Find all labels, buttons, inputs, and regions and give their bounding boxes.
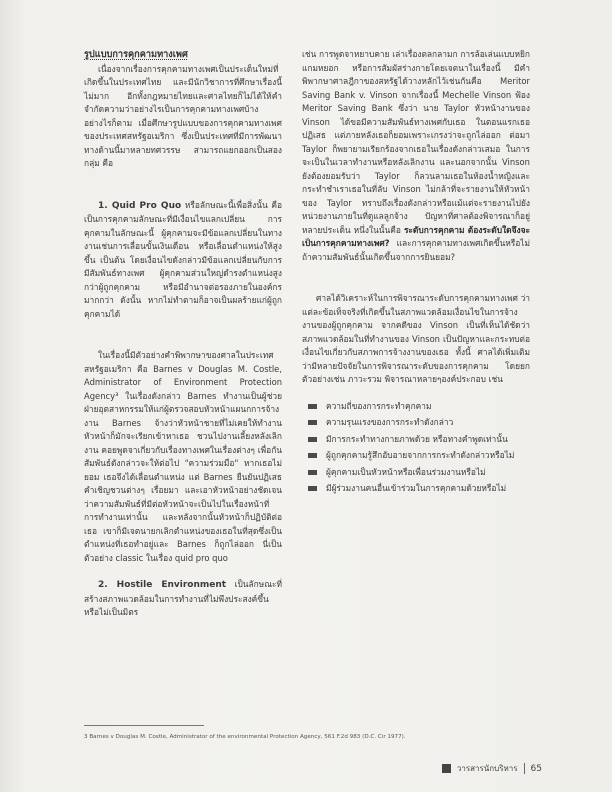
square-bullet-icon bbox=[308, 437, 317, 442]
criteria-paragraph: ศาลได้วิเคราะห์ในการพิจารณาระดับการคุกคามทางเพศ ว่าแต่ละข้อเท็จจริงที่เกิดขึ้นในสภาพแวดล้อมเงื่อนไขในการจ้างงานของผู้ถูกคุกคาม จากคดีของ Vinson เป็นที่เห็นได้ชัดว่าสภาพแวดล้อมในที่ทำงานของ Vinson เป็นปัญหาและกระทบต่อเงื่อนไขเกี่ยวกับสภาพการจ้างงานของเธอ ทั้งนี้ ศาลได้เพิ่มเติมว่ามีหลายปัจจัยในการพิจารณาระดับของการคุกคาม โดยยกตัวอย่างเช่น ภาวะรวม พิจารณาหลายๆองค์ประกอบ เช่น bbox=[302, 293, 530, 384]
item2-text: เป็นลักษณะที่สร้างสภาพแวดล้อมในการทำงานที่ไม่พึงประสงค์ขึ้นหรือไม่เป็นมิตร bbox=[84, 579, 282, 617]
running-title: วารสารนักบริหาร bbox=[456, 764, 518, 773]
item1-text: หรือลักษณะนี้เพื่อสิ่งนั้น คือ เป็นการคุกคามลักษณะที่มีเงื่อนไขแลกเปลี่ยน การคุกคามในลักษณะนี้ ผู้คุกคามจะมีข้อแลกเปลี่ยนในทางงานเช่นการเลื่อนขั้นเงินเดือน หรือเลื่อนตำแหน่งให้สูงขึ้น เป็นต้น โดยเงื่อนไขดังกล่าวมีข้อแลกเปลี่ยนกับการมีสัมพันธ์ทางเพศ ผู้คุกคามส่วนใหญ่ดำรงตำแหน่งสูงกว่าผู้ถูกคุกคาม หรือมีอำนาจต่อรองภายในองค์กรมากกว่า ดังนั้น หากไม่ทำตามก็อาจเป็นผลร้ายแก่ผู้ถูกคุกคามได้ bbox=[84, 199, 282, 319]
footnote-divider bbox=[84, 725, 204, 726]
list-item: ผู้ถูกคุกคามรู้สึกอับอายจากการกระทำดังกล่าวหรือไม่ bbox=[302, 449, 530, 463]
item2-paragraph bbox=[84, 578, 282, 620]
continuation-text: เช่น การพูดจาหยาบคาย เล่าเรื่องตลกลามก การล้อเล่นแบบหยิกแกมหยอก หรือการสัมผัสร่างกายโดยเจตนาในเรื่องนี้ มีคำพิพากษาศาลฎีกาของสหรัฐได้วางหลักไว้เช่นกันคือ Meritor Saving Bank v. Vinson จากเรื่องนี้ Mechelle Vinson ฟ้อง Meritor Saving Bank ซึ่งว่า นาย Taylor หัวหน้างานของ Vinson ได้ขอมีความสัมพันธ์ทางเพศกับเธอ ในตอนแรกเธอปฏิเสธ แต่ภายหลังเธอก็ยอมเพราะเกรงว่าจะถูกไล่ออก ต่อมา Taylor ก็พยายามเรียกร้องจากเธอในเรื่องดังกล่าวเสมอ ในการจะเป็นในเวลาทำงานหรือหลังเลิกงาน และนอกจากนั้น Vinson ยังต้องยอมรับว่า Taylor ก็ลวนลามเธอในห้องน้ำหญิงและกระทำชำเราเธอในที่ลับ Vinson ไม่กล้าที่จะรายงานให้หัวหน้าของ Taylor ทราบถึงเรื่องดังกล่าวหรือแม้แต่จะรายงานไปยังหน่วยงานภายในที่ดูแลลูกจ้าง ปัญหาที่ศาลต้องพิจารณาก็อยู่หลายประเด็น หนึ่งในนั้นคือ bbox=[302, 49, 530, 235]
page-number: 65 bbox=[530, 763, 542, 774]
page-footer bbox=[442, 762, 542, 775]
square-bullet-icon bbox=[308, 470, 317, 475]
list-item: ความรุนแรงของการกระทำดังกล่าว bbox=[302, 416, 530, 430]
item2-term: 2. Hostile Environment bbox=[98, 580, 227, 590]
list-item: มีการกระทำทางกายภาพด้วย หรือทางคำพูดเท่านั้น bbox=[302, 433, 530, 447]
list-item: ความถี่ของการกระทำคุกคาม bbox=[302, 400, 530, 414]
square-bullet-icon bbox=[308, 404, 317, 409]
footer-divider bbox=[524, 763, 525, 774]
list-item: มีผู้ร่วมงานคนอื่นเข้าร่วมในการคุกคามด้วยหรือไม่ bbox=[302, 482, 530, 496]
square-bullet-icon bbox=[308, 420, 317, 425]
example-paragraph: ในเรื่องนี้มีตัวอย่างคำพิพากษาของศาลในประเทศสหรัฐอเมริกา คือ Barnes v Douglas M. Costle, Administrator of Environment Protection Agency³ ในเรื่องดังกล่าว Barnes ทำงานเป็นผู้ช่วยฝ่ายอุตสาหกรรมให้แก่ผู้ตรวจสอบหัวหน้าแผนกการจ้างงาน Barnes จ้างว่าหัวหน้าชายที่ไม่เคยให้ทำงาน หัวหน้าก็มักจะเรียกเข้าหาเธอ ชวนไปงานเลี้ยงหลังเลิกงาน คอยพูดจาเกี่ยวกับเรื่องทางเพศในเรื่องต่างๆ เพื่อกันสัมพันธ์ดังกล่าวจะให้ต่อไป "ความร่วมมือ" หากเธอไม่ยอม เธอจึงได้เลื่อนตำแหน่ง แต่ Barnes ยืนยันปฏิเสธคำเชิญชวนต่างๆ เรื่อยมา และเอาหัวหน้าอย่างชัดเจนว่าความสัมพันธ์ที่มีต่อหัวหน้าจะเป็นไปในเรื่องหน้าที่การทำงานเท่านั้น และหลังจากนั้นหัวหน้าก็ปฏิบัติต่อเธอ เขาก็มีเจตนายกเลิกตำแหน่งของเธอในที่สุดซึ่งเป็นตำแหน่งที่เธอทำอยู่และ Barnes ก็ถูกไล่ออก นี่เป็นตัวอย่าง classic ในเรื่อง quid pro quo bbox=[84, 350, 282, 563]
item1-paragraph bbox=[84, 199, 282, 322]
footnote: 3 Barnes v Douglas M. Costle, Administrator of the environmental Protection Agency, 561 F.2d 983 (D.C. Cir 1977). bbox=[84, 734, 406, 740]
square-bullet-icon bbox=[308, 453, 317, 458]
intro-paragraph: เนื่องจากเรื่องการคุกคามทางเพศเป็นประเด็นใหม่ที่เกิดขึ้นในประเทศไทย และมีนักวิชาการที่ศึกษาเรื่องนี้ไม่มาก อีกทั้งกฎหมายไทยและศาลไทยก็ไม่ได้ให้คำจำกัดความว่าอย่างไรเป็นการคุกคามทางเพศบ้าง อย่างไรก็ตาม เมื่อศึกษารูปแบบของการคุกคามทางเพศของประเทศสหรัฐอเมริกา ซึ่งเป็นประเทศที่มีการพัฒนาทางด้านนี้มาหลายทศวรรษ สามารถแยกออกเป็นสองกลุ่ม คือ bbox=[84, 63, 282, 168]
square-bullet-icon bbox=[308, 486, 317, 491]
left-column bbox=[84, 48, 282, 620]
question-rest: และการคุกคามทางเพศเกิดขึ้นหรือไม่ถ้าความสัมพันธ์นั้นเกิดขึ้นจากการยินยอม? bbox=[302, 238, 530, 262]
criteria-list bbox=[302, 400, 530, 496]
section-heading: รูปแบบการคุกคามทางเพศ bbox=[84, 49, 188, 60]
right-column bbox=[302, 48, 530, 499]
list-item: ผู้คุกคามเป็นหัวหน้าหรือเพื่อนร่วมงานหรือไม่ bbox=[302, 466, 530, 480]
continuation-paragraph bbox=[302, 48, 530, 264]
question-bold: ระดับการคุกคาม ต้องระดับใดจึงจะเป็นการคุกคามทางเพศ? bbox=[302, 224, 530, 248]
item1-term: 1. Quid Pro Quo bbox=[98, 200, 182, 211]
square-marker-icon bbox=[442, 764, 451, 773]
